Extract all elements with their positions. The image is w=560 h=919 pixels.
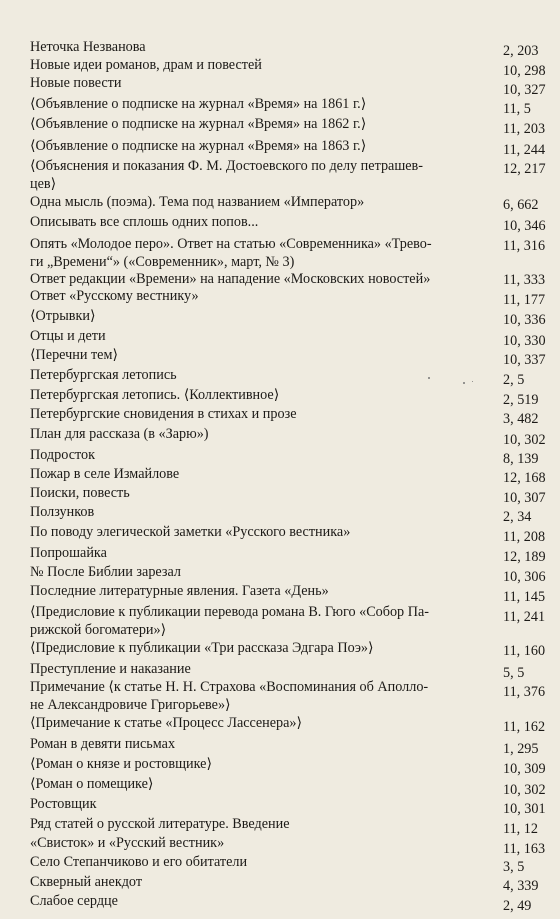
entry-title-line: ⟨Роман о князе и ростовщике⟩: [30, 756, 212, 772]
entry-title-line: «Свисток» и «Русский вестник»: [30, 835, 225, 851]
entry-title-line: ⟨Перечни тем⟩: [30, 347, 118, 363]
entry-title-line: ⟨Отрывки⟩: [30, 308, 96, 324]
entry-pages: 10, 346: [503, 218, 546, 234]
entry-pages: 2, 49: [503, 898, 532, 914]
entry-title-line: Ответ «Русскому вестнику»: [30, 288, 199, 304]
entry-pages: 10, 301: [503, 801, 546, 817]
entry-title-line: Ответ редакции «Времени» на нападение «Московских новостей»: [30, 271, 431, 287]
entry-title: [30, 465, 492, 483]
entry-title-line: Новые повести: [30, 75, 122, 91]
entry-title-line: ⟨Объявление о подписке на журнал «Время» на 1862 г.⟩: [30, 116, 367, 132]
entry-pages: 10, 309: [503, 761, 546, 777]
entry-title-line: Петербургские сновидения в стихах и прозе: [30, 406, 297, 422]
entry-pages: 11, 12: [503, 821, 538, 837]
entry-pages: 10, 336: [503, 312, 546, 328]
entry-title-line: Неточка Незванова: [30, 39, 146, 55]
entry-title: [30, 582, 492, 600]
entry-title: [30, 74, 492, 92]
entry-title: [30, 755, 492, 773]
entry-pages: 12, 217: [503, 161, 546, 177]
entry-title: [30, 307, 492, 325]
entry-title: [30, 287, 492, 305]
entry-title: [30, 892, 492, 910]
entry-pages: 10, 337: [503, 352, 546, 368]
entry-title: [30, 678, 492, 714]
entry-title: [30, 603, 492, 639]
entry-pages: 11, 208: [503, 529, 546, 545]
entry-pages: 10, 298: [503, 63, 546, 79]
entry-pages: 11, 163: [503, 841, 546, 857]
entry-title: [30, 834, 492, 852]
entry-title: [30, 213, 492, 231]
entry-title: [30, 95, 492, 113]
entry-title-line: План для рассказа (в «Зарю»): [30, 426, 209, 442]
entry-title-continuation: ги „Времени“» («Современник», март, № 3): [30, 254, 295, 270]
entry-title: [30, 366, 492, 384]
entry-pages: 11, 244: [503, 142, 546, 158]
entry-pages: 12, 189: [503, 549, 546, 565]
entry-title: [30, 639, 492, 657]
entry-title: [30, 270, 492, 288]
entry-title-continuation: цев⟩: [30, 176, 57, 192]
entry-title: [30, 503, 492, 521]
entry-title: [30, 115, 492, 133]
entry-title-line: Ряд статей о русской литературе. Введение: [30, 816, 290, 832]
entry-title-line: Поиски, повесть: [30, 485, 130, 501]
entry-pages: 8, 139: [503, 451, 539, 467]
entry-title-line: ⟨Примечание к статье «Процесс Ласcенера»⟩: [30, 715, 303, 731]
entry-title: [30, 137, 492, 155]
entry-title: [30, 815, 492, 833]
entry-title-line: Пожар в селе Измайлове: [30, 466, 180, 482]
entry-title-line: Преступление и наказание: [30, 661, 191, 677]
entry-title: [30, 193, 492, 211]
entry-title-continuation: рижской богоматери»⟩: [30, 622, 167, 638]
entry-title-continuation: не Александровиче Григорьеве»⟩: [30, 697, 231, 713]
entry-title-line: ⟨Роман о помещике⟩: [30, 776, 154, 792]
entry-title-line: Примечание ⟨к статье Н. Н. Страхова «Воспоминания об Аполло-: [30, 679, 429, 695]
entry-title: [30, 56, 492, 74]
entry-pages: 2, 203: [503, 43, 539, 59]
entry-pages: 3, 482: [503, 411, 539, 427]
entry-pages: 5, 5: [503, 665, 525, 681]
entry-title: [30, 714, 492, 732]
entry-title: [30, 235, 492, 271]
entry-title-line: Ползунков: [30, 504, 95, 520]
entry-pages: 11, 5: [503, 101, 531, 117]
entry-title: [30, 386, 492, 404]
entry-title-line: ⟨Объяснения и показания Ф. М. Достоевского по делу петрашев-: [30, 158, 423, 174]
entry-title: [30, 484, 492, 502]
entry-title-line: ⟨Объявление о подписке на журнал «Время» на 1863 г.⟩: [30, 138, 367, 154]
entry-title-line: Петербургская летопись: [30, 367, 177, 383]
entry-pages: 11, 160: [503, 643, 546, 659]
entry-title: [30, 157, 492, 193]
entry-pages: 10, 330: [503, 333, 546, 349]
entry-title-line: Опять «Молодое перо». Ответ на статью «Современника» «Трево-: [30, 236, 432, 252]
entry-title-line: Подросток: [30, 447, 95, 463]
entry-pages: 3, 5: [503, 859, 525, 875]
entry-title: [30, 523, 492, 541]
entry-title: [30, 405, 492, 423]
entry-pages: 10, 302: [503, 782, 546, 798]
entry-title-line: Попрошайка: [30, 545, 107, 561]
entry-title: [30, 873, 492, 891]
entry-pages: 2, 519: [503, 392, 539, 408]
entry-pages: 2, 34: [503, 509, 532, 525]
entry-pages: 2, 5: [503, 372, 525, 388]
entry-title-line: Роман в девяти письмах: [30, 736, 176, 752]
entry-pages: 10, 306: [503, 569, 546, 585]
entry-pages: 11, 203: [503, 121, 546, 137]
entry-title: [30, 544, 492, 562]
entry-pages: 10, 302: [503, 432, 546, 448]
entry-pages: 11, 177: [503, 292, 546, 308]
entry-title-line: Ростовщик: [30, 796, 97, 812]
entry-title-line: ⟨Объявление о подписке на журнал «Время» на 1861 г.⟩: [30, 96, 367, 112]
entry-pages: 6, 662: [503, 197, 539, 213]
entry-title-line: ⟨Предисловие к публикации перевода романа В. Гюго «Собор Па-: [30, 604, 429, 620]
entry-title: [30, 327, 492, 345]
entry-title: [30, 735, 492, 753]
entry-title: [30, 425, 492, 443]
entry-title: [30, 775, 492, 793]
entry-title: [30, 795, 492, 813]
entry-pages: 11, 333: [503, 272, 546, 288]
entry-pages: 11, 241: [503, 609, 546, 625]
entry-title-line: Село Степанчиково и его обитатели: [30, 854, 248, 870]
entry-pages: 11, 316: [503, 238, 546, 254]
entry-title-line: № После Библии зарезал: [30, 564, 181, 580]
entry-title: [30, 660, 492, 678]
entry-pages: 10, 327: [503, 82, 546, 98]
entry-pages: 10, 307: [503, 490, 546, 506]
entry-title-line: Скверный анекдот: [30, 874, 143, 890]
entry-title: [30, 38, 492, 56]
entry-pages: 12, 168: [503, 470, 546, 486]
entry-title-line: Отцы и дети: [30, 328, 106, 344]
entry-title-line: Петербургская летопись. ⟨Коллективное⟩: [30, 387, 280, 403]
entry-title-line: Одна мысль (поэма). Тема под названием «Император»: [30, 194, 365, 210]
entry-title-line: ⟨Предисловие к публикации «Три рассказа Эдгара Поэ»⟩: [30, 640, 374, 656]
entry-title: [30, 853, 492, 871]
entry-title-line: По поводу элегической заметки «Русского вестника»: [30, 524, 351, 540]
entry-title: [30, 563, 492, 581]
entry-pages: 11, 145: [503, 589, 546, 605]
entry-title-line: Слабое сердце: [30, 893, 118, 909]
entry-title-line: Новые идеи романов, драм и повестей: [30, 57, 262, 73]
entry-pages: 11, 376: [503, 684, 546, 700]
entry-title: [30, 346, 492, 364]
entry-title: [30, 446, 492, 464]
entry-pages: 11, 162: [503, 719, 546, 735]
entry-title-line: Последние литературные явления. Газета «День»: [30, 583, 329, 599]
entry-pages: 1, 295: [503, 741, 539, 757]
entry-title-line: Описывать все сплошь одних попов...: [30, 214, 259, 230]
entry-pages: 4, 339: [503, 878, 539, 894]
